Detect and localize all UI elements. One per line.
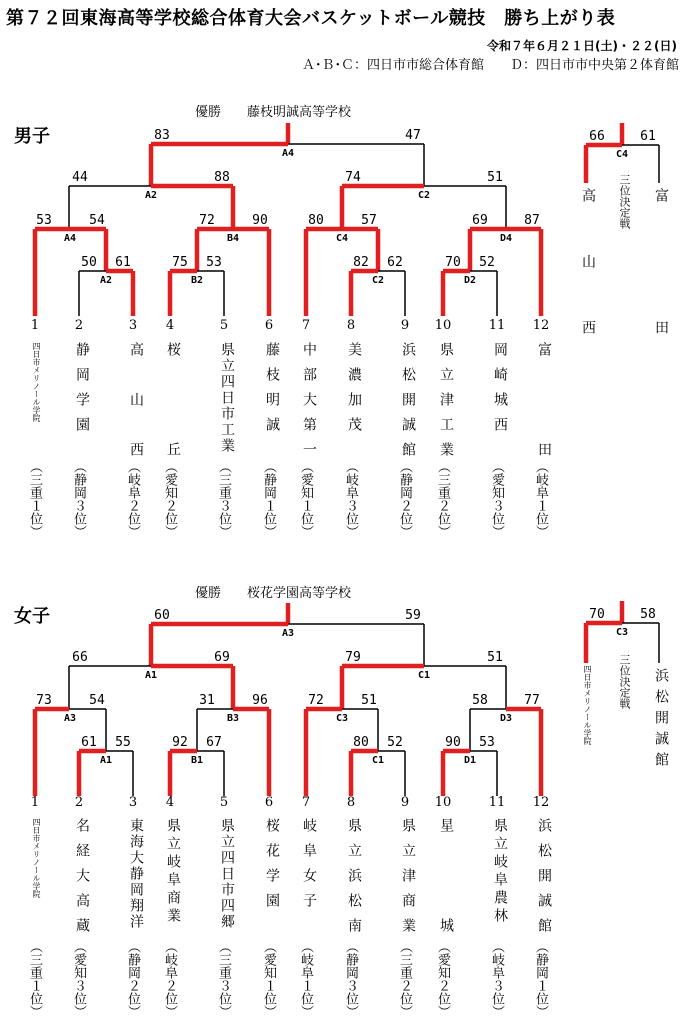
game-code: C3 [335,713,349,724]
game-code: A2 [144,190,158,201]
team-name: 岐阜女子 [301,818,317,918]
game-code: D2 [463,275,477,286]
score: 79 [345,650,361,665]
score: 69 [472,213,488,228]
score: 69 [214,650,230,665]
score: 73 [36,693,52,708]
score: 51 [361,693,377,708]
team-number: 2 [74,795,84,810]
team-number: 3 [128,318,138,333]
score: 31 [199,693,215,708]
score: 72 [199,213,215,228]
venue-info: Ａ･Ｂ･Ｃ：四日市市総合体育館 Ｄ：四日市市中央第２体育館 [301,58,679,73]
score: 92 [172,735,188,750]
score: 50 [81,255,97,270]
game-code: B1 [190,755,204,766]
game-code: C1 [417,670,431,681]
team-number: 9 [400,795,410,810]
team-rank: （静岡２位） [397,460,412,538]
third-place-team: 四日市メリノール学院 [583,665,592,745]
team-name: 中部大第一 [301,342,317,467]
team-rank: （愛知２位） [162,460,177,538]
team-number: 7 [301,318,311,333]
team-rank: （愛知１位） [261,940,276,1018]
team-number: 10 [434,795,452,810]
third-place-label: 三位決定戦 [618,174,631,229]
team-number: 5 [219,795,229,810]
team-name: 東海大静岡翔洋 [128,818,144,930]
game-code: B2 [190,275,204,286]
game-code: C2 [417,190,431,201]
team-number: 5 [219,318,229,333]
score: 87 [524,213,540,228]
game-code: B3 [226,713,240,724]
team-name: 県立津商業 [400,818,416,943]
team-name: 県立四日市工業 [219,342,235,454]
team-number: 4 [165,795,175,810]
team-name: 浜松開誠館 [536,818,552,943]
score: 77 [524,693,540,708]
team-number: 1 [30,795,40,810]
team-rank: （愛知３位） [489,460,504,538]
score: 52 [479,255,495,270]
team-rank: （愛知３位） [71,940,86,1018]
third-place-team: 高 山 西 [580,188,596,353]
score: 67 [206,735,222,750]
team-number: 3 [128,795,138,810]
score: 58 [640,607,656,622]
third-place-team: 浜松開誠館 [653,668,669,773]
score: 57 [361,213,377,228]
team-rank: （三重１位） [27,460,42,538]
score: 54 [89,213,105,228]
team-name: 県立岐阜農林 [492,818,508,926]
boys-section-label: 男子 [14,126,50,147]
game-code: C1 [371,755,385,766]
score: 53 [206,255,222,270]
team-rank: （静岡１位） [261,460,276,538]
girls-champion: 優勝 桜花学園高等学校 [195,586,352,601]
score: 44 [72,170,88,185]
score: 53 [479,735,495,750]
score: 90 [445,735,461,750]
team-rank: （静岡１位） [533,940,548,1018]
score: 88 [214,170,230,185]
team-name: 県立四日市四郷 [219,818,235,930]
team-number: 11 [488,795,506,810]
team-number: 4 [165,318,175,333]
team-rank: （岐阜３位） [489,940,504,1018]
team-rank: （静岡３位） [71,460,86,538]
team-rank: （静岡３位） [343,940,358,1018]
score: 61 [640,129,656,144]
girls-section-label: 女子 [14,606,50,627]
team-name: 県立津工業 [438,342,454,467]
team-rank: （愛知１位） [298,460,313,538]
team-rank: （岐阜１位） [298,940,313,1018]
score: 70 [445,255,461,270]
team-name: 美濃加茂 [346,342,362,442]
page-title: 第７２回東海高等学校総合体育大会バスケットボール競技 勝ち上がり表 [6,8,616,29]
score: 66 [589,129,605,144]
team-rank: （三重３位） [216,940,231,1018]
team-number: 12 [532,318,550,333]
score: 80 [353,735,369,750]
score: 51 [487,650,503,665]
team-number: 11 [488,318,506,333]
team-name: 富 田 [536,342,552,467]
team-name: 藤枝明誠 [264,342,280,442]
game-code: D4 [499,233,513,244]
team-name: 浜松開誠館 [400,342,416,467]
game-code: C3 [615,627,629,638]
score: 70 [589,607,605,622]
team-number: 2 [74,318,84,333]
score: 82 [353,255,369,270]
score: 61 [115,255,131,270]
game-code: A1 [144,670,158,681]
team-name: 岡崎城西 [492,342,508,442]
team-number: 1 [30,318,40,333]
score: 83 [154,128,170,143]
team-number: 8 [346,318,356,333]
score: 51 [487,170,503,185]
team-name: 高 山 西 [128,342,144,467]
team-name: 県立岐阜商業 [165,818,181,926]
team-number: 12 [532,795,550,810]
team-name: 桜花学園 [264,818,280,918]
score: 80 [308,213,324,228]
game-code: C4 [335,233,349,244]
third-place-label: 三位決定戦 [618,654,631,709]
team-name: 桜 丘 [165,342,181,467]
score: 96 [252,693,268,708]
girls-bracket [0,480,687,810]
game-code: A3 [63,713,77,724]
team-number: 7 [301,795,311,810]
team-number: 8 [346,795,356,810]
team-number: 10 [434,318,452,333]
game-code: A4 [281,148,295,159]
game-code: A4 [63,233,77,244]
score: 60 [154,608,170,623]
team-rank: （岐阜１位） [533,460,548,538]
team-name: 星 城 [438,818,454,943]
game-code: B4 [226,233,240,244]
score: 62 [387,255,403,270]
team-rank: （三重２位） [397,940,412,1018]
team-number: 6 [264,318,274,333]
score: 72 [308,693,324,708]
score: 58 [472,693,488,708]
event-date: 令和７年６月２１日(土)・２２(日) [487,39,677,53]
team-rank: （岐阜２位） [162,940,177,1018]
score: 90 [252,213,268,228]
team-rank: （岐阜３位） [343,460,358,538]
game-code: D3 [499,713,513,724]
team-rank: （岐阜２位） [125,460,140,538]
score: 52 [387,735,403,750]
team-name: 名経大高蔵 [74,818,90,943]
team-name: 四日市メリノール学院 [32,818,41,898]
game-code: C4 [615,149,629,160]
team-name: 四日市メリノール学院 [32,342,41,422]
team-rank: （愛知２位） [435,940,450,1018]
game-code: D1 [463,755,477,766]
team-number: 9 [400,318,410,333]
team-name: 静岡学園 [74,342,90,442]
score: 61 [81,735,97,750]
team-rank: （三重２位） [435,460,450,538]
game-code: A1 [99,755,113,766]
score: 59 [405,608,421,623]
team-rank: （三重１位） [27,940,42,1018]
score: 66 [72,650,88,665]
score: 54 [89,693,105,708]
game-code: A3 [281,628,295,639]
game-code: A2 [99,275,113,286]
score: 53 [36,213,52,228]
score: 47 [405,128,421,143]
score: 75 [172,255,188,270]
score: 55 [115,735,131,750]
team-rank: （三重３位） [216,460,231,538]
third-place-team: 富 田 [653,188,669,353]
boys-champion: 優勝 藤枝明誠高等学校 [195,105,352,120]
score: 74 [345,170,361,185]
team-name: 県立浜松南 [346,818,362,943]
game-code: C2 [371,275,385,286]
team-rank: （静岡２位） [125,940,140,1018]
team-number: 6 [264,795,274,810]
